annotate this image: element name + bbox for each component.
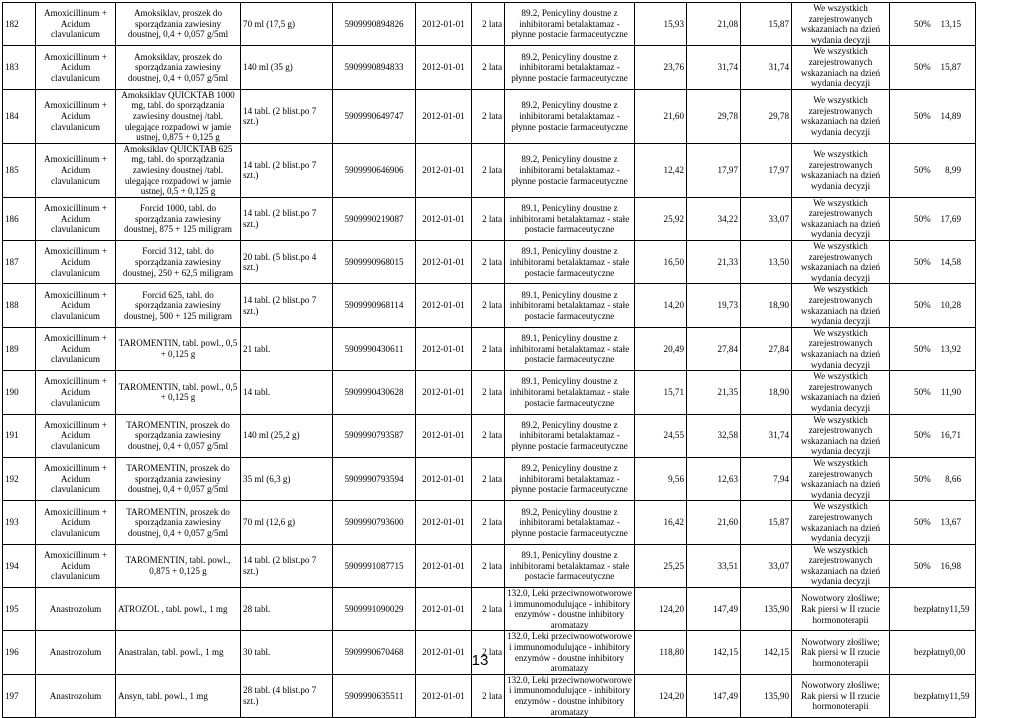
reimbursement-cell	[890, 3, 976, 46]
product-name: TAROMENTIN, tabl. powl., 0,5 + 0,125 g	[116, 371, 241, 414]
price-retail: 147,49	[687, 588, 741, 631]
package-size: 70 ml (12,6 g)	[241, 501, 333, 544]
decision-date: 2012-01-01	[416, 327, 472, 370]
price-retail: 32,58	[687, 414, 741, 457]
ean-code: 5909990219087	[333, 197, 416, 240]
row-number: 184	[3, 89, 36, 143]
validity-period: 2 lata	[472, 3, 505, 46]
package-size: 21 tabl.	[241, 327, 333, 370]
product-name: ATROZOL , tabl. powl., 1 mg	[116, 588, 241, 631]
reimbursement-cell	[890, 457, 976, 500]
reimbursement-cell	[890, 501, 976, 544]
patient-copay: 0,00	[949, 647, 966, 658]
validity-period: 2 lata	[472, 674, 505, 717]
indication: We wszystkich zarejestrowanych wskazaniach na dzień wydania decyzji	[792, 544, 890, 587]
reimbursement-level: 50%	[914, 343, 931, 354]
decision-date: 2012-01-01	[416, 143, 472, 197]
validity-period: 2 lata	[472, 46, 505, 89]
price-wholesale: 25,92	[635, 197, 687, 240]
patient-copay: 8,66	[945, 473, 962, 484]
table-row	[3, 414, 1026, 457]
limit-group: 132.0, Leki przeciwnowotworowe i immunomodulujące - inhibitory enzymów - doustne inhibitory aromatazy	[505, 588, 635, 631]
package-size: 140 ml (25,2 g)	[241, 414, 333, 457]
package-size: 14 tabl. (2 blist.po 7 szt.)	[241, 143, 333, 197]
limit-value: 18,90	[741, 371, 792, 414]
indication: We wszystkich zarejestrowanych wskazaniach na dzień wydania decyzji	[792, 327, 890, 370]
price-retail: 17,97	[687, 143, 741, 197]
limit-group: 132.0, Leki przeciwnowotworowe i immunomodulujące - inhibitory enzymów - doustne inhibitory aromatazy	[505, 674, 635, 717]
limit-group: 132.0, Leki przeciwnowotworowe i immunomodulujące - inhibitory enzymów - doustne inhibitory aromatazy	[505, 631, 635, 674]
table-row	[3, 89, 1026, 143]
row-number: 194	[3, 544, 36, 587]
package-size: 28 tabl. (4 blist.po 7 szt.)	[241, 674, 333, 717]
indication: We wszystkich zarejestrowanych wskazaniach na dzień wydania decyzji	[792, 143, 890, 197]
reimbursement-table	[2, 2, 1026, 718]
decision-date: 2012-01-01	[416, 544, 472, 587]
active-substance: Amoxicillinum + Acidum clavulanicum	[36, 46, 116, 89]
price-wholesale: 20,49	[635, 327, 687, 370]
indication: We wszystkich zarejestrowanych wskazaniach na dzień wydania decyzji	[792, 414, 890, 457]
limit-value: 15,87	[741, 501, 792, 544]
indication: We wszystkich zarejestrowanych wskazaniach na dzień wydania decyzji	[792, 46, 890, 89]
decision-date: 2012-01-01	[416, 371, 472, 414]
limit-value: 31,74	[741, 46, 792, 89]
ean-code: 5909990430628	[333, 371, 416, 414]
table-row	[3, 46, 1026, 89]
limit-group: 89.1, Penicyliny doustne z inhibitorami betalaktamaz - stałe postacie farmaceutyczne	[505, 371, 635, 414]
price-wholesale: 124,20	[635, 588, 687, 631]
package-size: 14 tabl.	[241, 371, 333, 414]
limit-value: 142,15	[741, 631, 792, 674]
price-retail: 21,60	[687, 501, 741, 544]
limit-value: 33,07	[741, 544, 792, 587]
product-name: TAROMENTIN, tabl. powl., 0,5 + 0,125 g	[116, 327, 241, 370]
package-size: 20 tabl. (5 blist.po 4 szt.)	[241, 241, 333, 284]
decision-date: 2012-01-01	[416, 46, 472, 89]
indication: We wszystkich zarejestrowanych wskazaniach na dzień wydania decyzji	[792, 501, 890, 544]
price-retail: 27,84	[687, 327, 741, 370]
patient-copay: 11,59	[949, 603, 970, 614]
price-retail: 31,74	[687, 46, 741, 89]
validity-period: 2 lata	[472, 544, 505, 587]
price-retail: 29,78	[687, 89, 741, 143]
reimbursement-level: 50%	[914, 18, 931, 29]
active-substance: Amoxicillinum + Acidum clavulanicum	[36, 3, 116, 46]
row-number: 187	[3, 241, 36, 284]
product-name: Forcid 625, tabl. do sporządzania zawiesiny doustnej, 500 + 125 miligram	[116, 284, 241, 327]
package-size: 28 tabl.	[241, 588, 333, 631]
table-row	[3, 284, 1026, 327]
product-name: Anastralan, tabl. powl., 1 mg	[116, 631, 241, 674]
patient-copay: 13,15	[940, 18, 962, 29]
table-row	[3, 3, 1026, 46]
active-substance: Amoxicillinum + Acidum clavulanicum	[36, 414, 116, 457]
price-retail: 19,73	[687, 284, 741, 327]
validity-period: 2 lata	[472, 501, 505, 544]
price-wholesale: 124,20	[635, 674, 687, 717]
active-substance: Amoxicillinum + Acidum clavulanicum	[36, 284, 116, 327]
indication: We wszystkich zarejestrowanych wskazaniach na dzień wydania decyzji	[792, 241, 890, 284]
indication: We wszystkich zarejestrowanych wskazaniach na dzień wydania decyzji	[792, 3, 890, 46]
active-substance: Amoxicillinum + Acidum clavulanicum	[36, 501, 116, 544]
price-retail: 21,35	[687, 371, 741, 414]
price-retail: 34,22	[687, 197, 741, 240]
limit-value: 135,90	[741, 588, 792, 631]
price-wholesale: 15,93	[635, 3, 687, 46]
product-name: Amoksiklav QUICKTAB 625 mg, tabl. do sporządzania zawiesiny doustnej /tabl. ulegające rozpadowi w jamie ustnej, 0,5 + 0,125 g	[116, 143, 241, 197]
active-substance: Amoxicillinum + Acidum clavulanicum	[36, 241, 116, 284]
table-row	[3, 371, 1026, 414]
patient-copay: 13,67	[940, 517, 962, 528]
reimbursement-level: bezpłatny	[914, 647, 950, 658]
limit-group: 89.2, Penicyliny doustne z inhibitorami betalaktamaz - płynne postacie farmaceutyczne	[505, 457, 635, 500]
patient-copay: 10,28	[940, 300, 962, 311]
patient-copay: 16,98	[940, 560, 962, 571]
decision-date: 2012-01-01	[416, 674, 472, 717]
decision-date: 2012-01-01	[416, 89, 472, 143]
ean-code: 5909990793587	[333, 414, 416, 457]
price-wholesale: 14,20	[635, 284, 687, 327]
ean-code: 5909990646906	[333, 143, 416, 197]
table-row	[3, 544, 1026, 587]
reimbursement-level: 50%	[914, 473, 931, 484]
indication: Nowotwory złośliwe; Rak piersi w II rzucie hormonoterapii	[792, 588, 890, 631]
limit-group: 89.1, Penicyliny doustne z inhibitorami betalaktamaz - stałe postacie farmaceutyczne	[505, 241, 635, 284]
table-row	[3, 143, 1026, 197]
row-number: 197	[3, 674, 36, 717]
price-wholesale: 25,25	[635, 544, 687, 587]
active-substance: Amoxicillinum + Acidum clavulanicum	[36, 371, 116, 414]
price-wholesale: 16,50	[635, 241, 687, 284]
reimbursement-cell	[890, 197, 976, 240]
active-substance: Amoxicillinum + Acidum clavulanicum	[36, 544, 116, 587]
ean-code: 5909990968114	[333, 284, 416, 327]
reimbursement-level: 50%	[914, 164, 931, 175]
product-name: Amoksiklav, proszek do sporządzania zawiesiny doustnej, 0,4 + 0,057 g/5ml	[116, 46, 241, 89]
limit-value: 15,87	[741, 3, 792, 46]
limit-group: 89.2, Penicyliny doustne z inhibitorami betalaktamaz - płynne postacie farmaceutyczne	[505, 414, 635, 457]
ean-code: 5909990430611	[333, 327, 416, 370]
active-substance: Amoxicillinum + Acidum clavulanicum	[36, 89, 116, 143]
validity-period: 2 lata	[472, 327, 505, 370]
price-retail: 21,33	[687, 241, 741, 284]
active-substance: Amoxicillinum + Acidum clavulanicum	[36, 457, 116, 500]
row-number: 182	[3, 3, 36, 46]
validity-period: 2 lata	[472, 588, 505, 631]
price-retail: 147,49	[687, 674, 741, 717]
limit-value: 29,78	[741, 89, 792, 143]
ean-code: 5909990649747	[333, 89, 416, 143]
package-size: 140 ml (35 g)	[241, 46, 333, 89]
active-substance: Anastrozolum	[36, 631, 116, 674]
limit-value: 7,94	[741, 457, 792, 500]
validity-period: 2 lata	[472, 143, 505, 197]
reimbursement-level: 50%	[914, 110, 931, 121]
ean-code: 5909990793600	[333, 501, 416, 544]
limit-group: 89.2, Penicyliny doustne z inhibitorami betalaktamaz - płynne postacie farmaceutyczne	[505, 89, 635, 143]
table-body	[3, 3, 1026, 718]
price-retail: 12,63	[687, 457, 741, 500]
reimbursement-cell	[890, 143, 976, 197]
patient-copay: 15,87	[940, 62, 962, 73]
patient-copay: 8,99	[945, 164, 962, 175]
reimbursement-level: 50%	[914, 560, 931, 571]
ean-code: 5909991087715	[333, 544, 416, 587]
patient-copay: 13,92	[940, 343, 962, 354]
ean-code: 5909990670468	[333, 631, 416, 674]
validity-period: 2 lata	[472, 371, 505, 414]
limit-group: 89.2, Penicyliny doustne z inhibitorami betalaktamaz - płynne postacie farmaceutyczne	[505, 143, 635, 197]
limit-group: 89.1, Penicyliny doustne z inhibitorami betalaktamaz - stałe postacie farmaceutyczne	[505, 327, 635, 370]
product-name: Forcid 312, tabl. do sporządzania zawiesiny doustnej, 250 + 62,5 miligram	[116, 241, 241, 284]
limit-value: 17,97	[741, 143, 792, 197]
table-row	[3, 501, 1026, 544]
reimbursement-cell	[890, 241, 976, 284]
limit-value: 31,74	[741, 414, 792, 457]
row-number: 195	[3, 588, 36, 631]
reimbursement-level: 50%	[914, 430, 931, 441]
validity-period: 2 lata	[472, 414, 505, 457]
reimbursement-cell	[890, 544, 976, 587]
price-wholesale: 16,42	[635, 501, 687, 544]
row-number: 193	[3, 501, 36, 544]
table-row	[3, 327, 1026, 370]
decision-date: 2012-01-01	[416, 3, 472, 46]
product-name: Forcid 1000, tabl. do sporządzania zawiesiny doustnej, 875 + 125 miligram	[116, 197, 241, 240]
reimbursement-cell	[890, 89, 976, 143]
decision-date: 2012-01-01	[416, 631, 472, 674]
row-number: 192	[3, 457, 36, 500]
product-name: TAROMENTIN, proszek do sporządzania zawiesiny doustnej, 0,4 + 0,057 g/5ml	[116, 414, 241, 457]
price-wholesale: 9,56	[635, 457, 687, 500]
package-size: 35 ml (6,3 g)	[241, 457, 333, 500]
limit-value: 27,84	[741, 327, 792, 370]
table-row	[3, 197, 1026, 240]
active-substance: Amoxicillinum + Acidum clavulanicum	[36, 327, 116, 370]
decision-date: 2012-01-01	[416, 501, 472, 544]
table-row	[3, 241, 1026, 284]
patient-copay: 11,90	[940, 387, 962, 398]
decision-date: 2012-01-01	[416, 241, 472, 284]
decision-date: 2012-01-01	[416, 457, 472, 500]
price-retail: 142,15	[687, 631, 741, 674]
limit-group: 89.1, Penicyliny doustne z inhibitorami betalaktamaz - stałe postacie farmaceutyczne	[505, 284, 635, 327]
reimbursement-cell	[890, 414, 976, 457]
reimbursement-level: 50%	[914, 300, 931, 311]
limit-value: 135,90	[741, 674, 792, 717]
table-row	[3, 457, 1026, 500]
product-name: TAROMENTIN, proszek do sporządzania zawiesiny doustnej, 0,4 + 0,057 g/5ml	[116, 457, 241, 500]
price-wholesale: 15,71	[635, 371, 687, 414]
price-wholesale: 24,55	[635, 414, 687, 457]
limit-group: 89.2, Penicyliny doustne z inhibitorami betalaktamaz - płynne postacie farmaceutyczne	[505, 46, 635, 89]
page-number: 13	[471, 652, 489, 669]
active-substance: Anastrozolum	[36, 588, 116, 631]
package-size: 14 tabl. (2 blist.po 7 szt.)	[241, 197, 333, 240]
package-size: 14 tabl. (2 blist.po 7 szt.)	[241, 544, 333, 587]
reimbursement-cell	[890, 674, 976, 717]
decision-date: 2012-01-01	[416, 414, 472, 457]
limit-group: 89.1, Penicyliny doustne z inhibitorami betalaktamaz - stałe postacie farmaceutyczne	[505, 544, 635, 587]
row-number: 189	[3, 327, 36, 370]
reimbursement-cell	[890, 284, 976, 327]
product-name: Amoksiklav, proszek do sporządzania zawiesiny doustnej, 0,4 + 0,057 g/5ml	[116, 3, 241, 46]
reimbursement-cell	[890, 588, 976, 631]
indication: We wszystkich zarejestrowanych wskazaniach na dzień wydania decyzji	[792, 371, 890, 414]
package-size: 30 tabl.	[241, 631, 333, 674]
decision-date: 2012-01-01	[416, 197, 472, 240]
validity-period: 2 lata	[472, 284, 505, 327]
table-row	[3, 588, 1026, 631]
price-wholesale: 23,76	[635, 46, 687, 89]
row-number: 186	[3, 197, 36, 240]
limit-group: 89.1, Penicyliny doustne z inhibitorami betalaktamaz - stałe postacie farmaceutyczne	[505, 197, 635, 240]
reimbursement-level: 50%	[914, 213, 931, 224]
reimbursement-cell	[890, 327, 976, 370]
indication: Nowotwory złośliwe; Rak piersi w II rzucie hormonoterapii	[792, 674, 890, 717]
active-substance: Amoxicillinum + Acidum clavulanicum	[36, 197, 116, 240]
indication: We wszystkich zarejestrowanych wskazaniach na dzień wydania decyzji	[792, 197, 890, 240]
row-number: 191	[3, 414, 36, 457]
decision-date: 2012-01-01	[416, 284, 472, 327]
reimbursement-cell	[890, 371, 976, 414]
reimbursement-level: 50%	[914, 387, 931, 398]
row-number: 196	[3, 631, 36, 674]
patient-copay: 11,59	[949, 690, 970, 701]
reimbursement-level: 50%	[914, 62, 931, 73]
price-retail: 21,08	[687, 3, 741, 46]
limit-group: 89.2, Penicyliny doustne z inhibitorami betalaktamaz - płynne postacie farmaceutyczne	[505, 501, 635, 544]
indication: Nowotwory złośliwe; Rak piersi w II rzucie hormonoterapii	[792, 631, 890, 674]
row-number: 183	[3, 46, 36, 89]
package-size: 70 ml (17,5 g)	[241, 3, 333, 46]
reimbursement-level: bezpłatny	[914, 603, 950, 614]
validity-period: 2 lata	[472, 241, 505, 284]
product-name: TAROMENTIN, tabl. powl., 0,875 + 0,125 g	[116, 544, 241, 587]
table-row	[3, 674, 1026, 717]
reimbursement-cell	[890, 46, 976, 89]
product-name: Amoksiklav QUICKTAB 1000 mg, tabl. do sporządzania zawiesiny doustnej /tabl. ulegające rozpadowi w jamie ustnej, 0,875 + 0,125 g	[116, 89, 241, 143]
product-name: Ansyn, tabl. powl., 1 mg	[116, 674, 241, 717]
row-number: 188	[3, 284, 36, 327]
validity-period: 2 lata	[472, 197, 505, 240]
validity-period: 2 lata	[472, 457, 505, 500]
limit-value: 18,90	[741, 284, 792, 327]
reimbursement-level: 50%	[914, 256, 931, 267]
row-number: 190	[3, 371, 36, 414]
product-name: TAROMENTIN, proszek do sporządzania zawiesiny doustnej, 0,4 + 0,057 g/5ml	[116, 501, 241, 544]
package-size: 14 tabl. (2 blist.po 7 szt.)	[241, 89, 333, 143]
patient-copay: 17,69	[940, 213, 962, 224]
validity-period: 2 lata	[472, 631, 505, 674]
ean-code: 5909990968015	[333, 241, 416, 284]
patient-copay: 14,89	[940, 110, 962, 121]
indication: We wszystkich zarejestrowanych wskazaniach na dzień wydania decyzji	[792, 89, 890, 143]
price-wholesale: 12,42	[635, 143, 687, 197]
reimbursement-level: 50%	[914, 517, 931, 528]
active-substance: Amoxicillinum + Acidum clavulanicum	[36, 143, 116, 197]
patient-copay: 16,71	[940, 430, 962, 441]
ean-code: 5909990635511	[333, 674, 416, 717]
price-retail: 33,51	[687, 544, 741, 587]
active-substance: Anastrozolum	[36, 674, 116, 717]
patient-copay: 14,58	[940, 256, 962, 267]
limit-group: 89.2, Penicyliny doustne z inhibitorami betalaktamaz - płynne postacie farmaceutyczne	[505, 3, 635, 46]
limit-value: 33,07	[741, 197, 792, 240]
ean-code: 5909990894833	[333, 46, 416, 89]
decision-date: 2012-01-01	[416, 588, 472, 631]
package-size: 14 tabl. (2 blist.po 7 szt.)	[241, 284, 333, 327]
validity-period: 2 lata	[472, 89, 505, 143]
reimbursement-level: bezpłatny	[914, 690, 950, 701]
indication: We wszystkich zarejestrowanych wskazaniach na dzień wydania decyzji	[792, 457, 890, 500]
row-number: 185	[3, 143, 36, 197]
ean-code: 5909990894826	[333, 3, 416, 46]
ean-code: 5909991090029	[333, 588, 416, 631]
indication: We wszystkich zarejestrowanych wskazaniach na dzień wydania decyzji	[792, 284, 890, 327]
price-wholesale: 21,60	[635, 89, 687, 143]
limit-value: 13,50	[741, 241, 792, 284]
ean-code: 5909990793594	[333, 457, 416, 500]
price-wholesale: 118,80	[635, 631, 687, 674]
